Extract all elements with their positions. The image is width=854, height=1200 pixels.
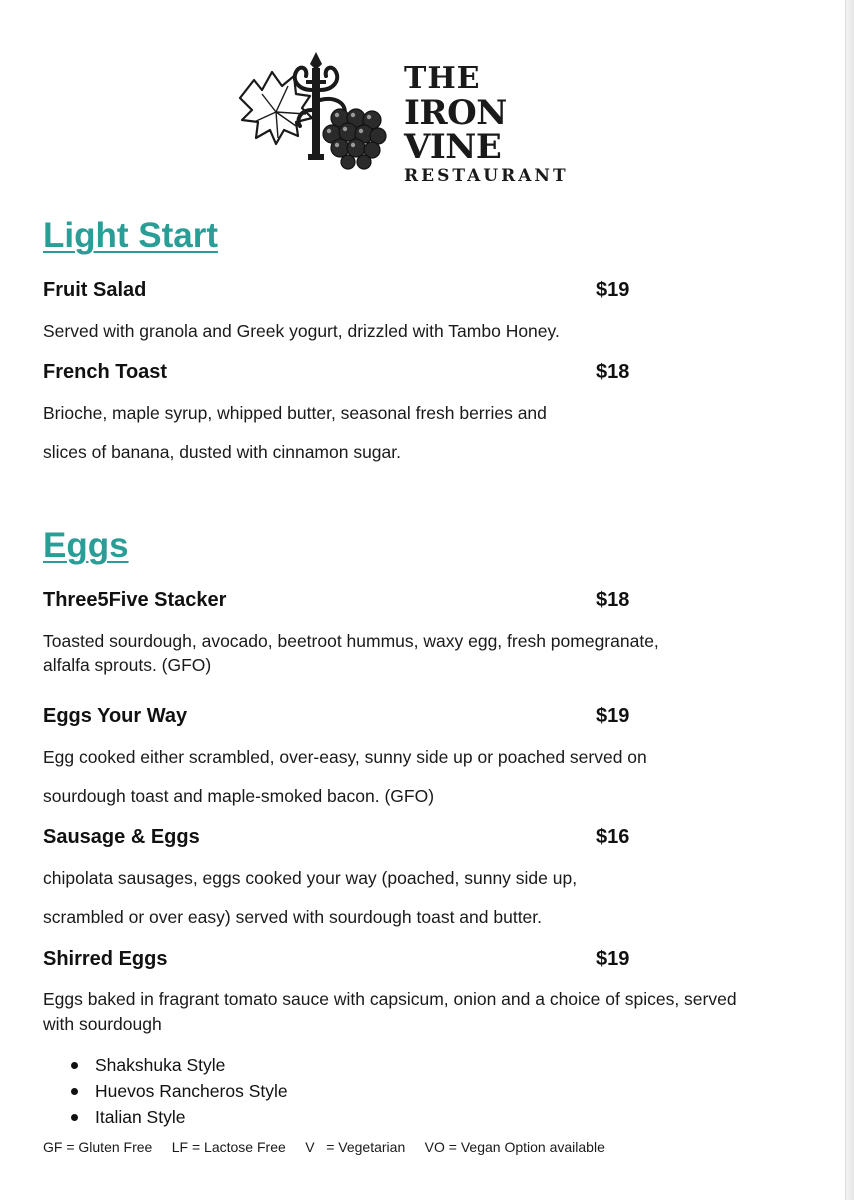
list-item: Shakshuka Style (43, 1052, 288, 1078)
page-edge (845, 0, 854, 1200)
logo-line-the: THE (404, 61, 481, 96)
item-name-french-toast: French Toast (43, 361, 168, 383)
vine-logo-icon (232, 50, 402, 170)
logo-wordmark (404, 61, 612, 186)
item-desc-shirred-eggs-line2: with sourdough (43, 1014, 162, 1034)
item-desc-eggs-your-way-line2: sourdough toast and maple-smoked bacon. (GFO) (43, 786, 435, 806)
item-desc-shirred-eggs-line1: Eggs baked in fragrant tomato sauce with capsicum, onion and a choice of spices, served (43, 989, 737, 1009)
item-name-fruit-salad: Fruit Salad (43, 279, 147, 301)
list-item: Huevos Rancheros Style (43, 1078, 288, 1104)
item-price-eggs-your-way: $19 (596, 705, 630, 727)
item-name-sausage-eggs: Sausage & Eggs (43, 826, 200, 848)
list-item: Italian Style (43, 1104, 288, 1130)
item-price-shirred-eggs: $19 (596, 948, 630, 970)
item-desc-sausage-eggs-line1: chipolata sausages, eggs cooked your way (poached, sunny side up, (43, 868, 578, 888)
item-name-three5five-stacker: Three5Five Stacker (43, 589, 227, 611)
item-name-eggs-your-way: Eggs Your Way (43, 705, 188, 727)
item-price-sausage-eggs: $16 (596, 826, 630, 848)
restaurant-logo (232, 50, 612, 186)
item-price-fruit-salad: $19 (596, 279, 630, 301)
logo-line-iron-vine: IRON VINE (404, 93, 507, 167)
item-name-shirred-eggs: Shirred Eggs (43, 948, 168, 970)
shirred-eggs-style-list (43, 1052, 288, 1130)
item-desc-three5five-line1: Toasted sourdough, avocado, beetroot hummus, waxy egg, fresh pomegranate, (43, 631, 659, 651)
section-title-eggs: Eggs (43, 526, 129, 565)
item-desc-eggs-your-way-line1: Egg cooked either scrambled, over-easy, sunny side up or poached served on (43, 747, 647, 767)
logo-line-restaurant: RESTAURANT (404, 166, 569, 186)
section-title-light-start: Light Start (43, 216, 218, 255)
item-desc-french-toast-line2: slices of banana, dusted with cinnamon sugar. (43, 442, 401, 462)
item-desc-french-toast-line1: Brioche, maple syrup, whipped butter, seasonal fresh berries and (43, 403, 547, 423)
item-desc-fruit-salad: Served with granola and Greek yogurt, drizzled with Tambo Honey. (43, 321, 560, 341)
item-desc-three5five-line2: alfalfa sprouts. (GFO) (43, 655, 212, 675)
item-price-three5five-stacker: $18 (596, 589, 630, 611)
dietary-legend: GF = Gluten Free LF = Lactose Free V = Vegetarian VO = Vegan Option available (43, 1139, 605, 1155)
item-desc-sausage-eggs-line2: scrambled or over easy) served with sourdough toast and butter. (43, 907, 543, 927)
item-price-french-toast: $18 (596, 361, 630, 383)
